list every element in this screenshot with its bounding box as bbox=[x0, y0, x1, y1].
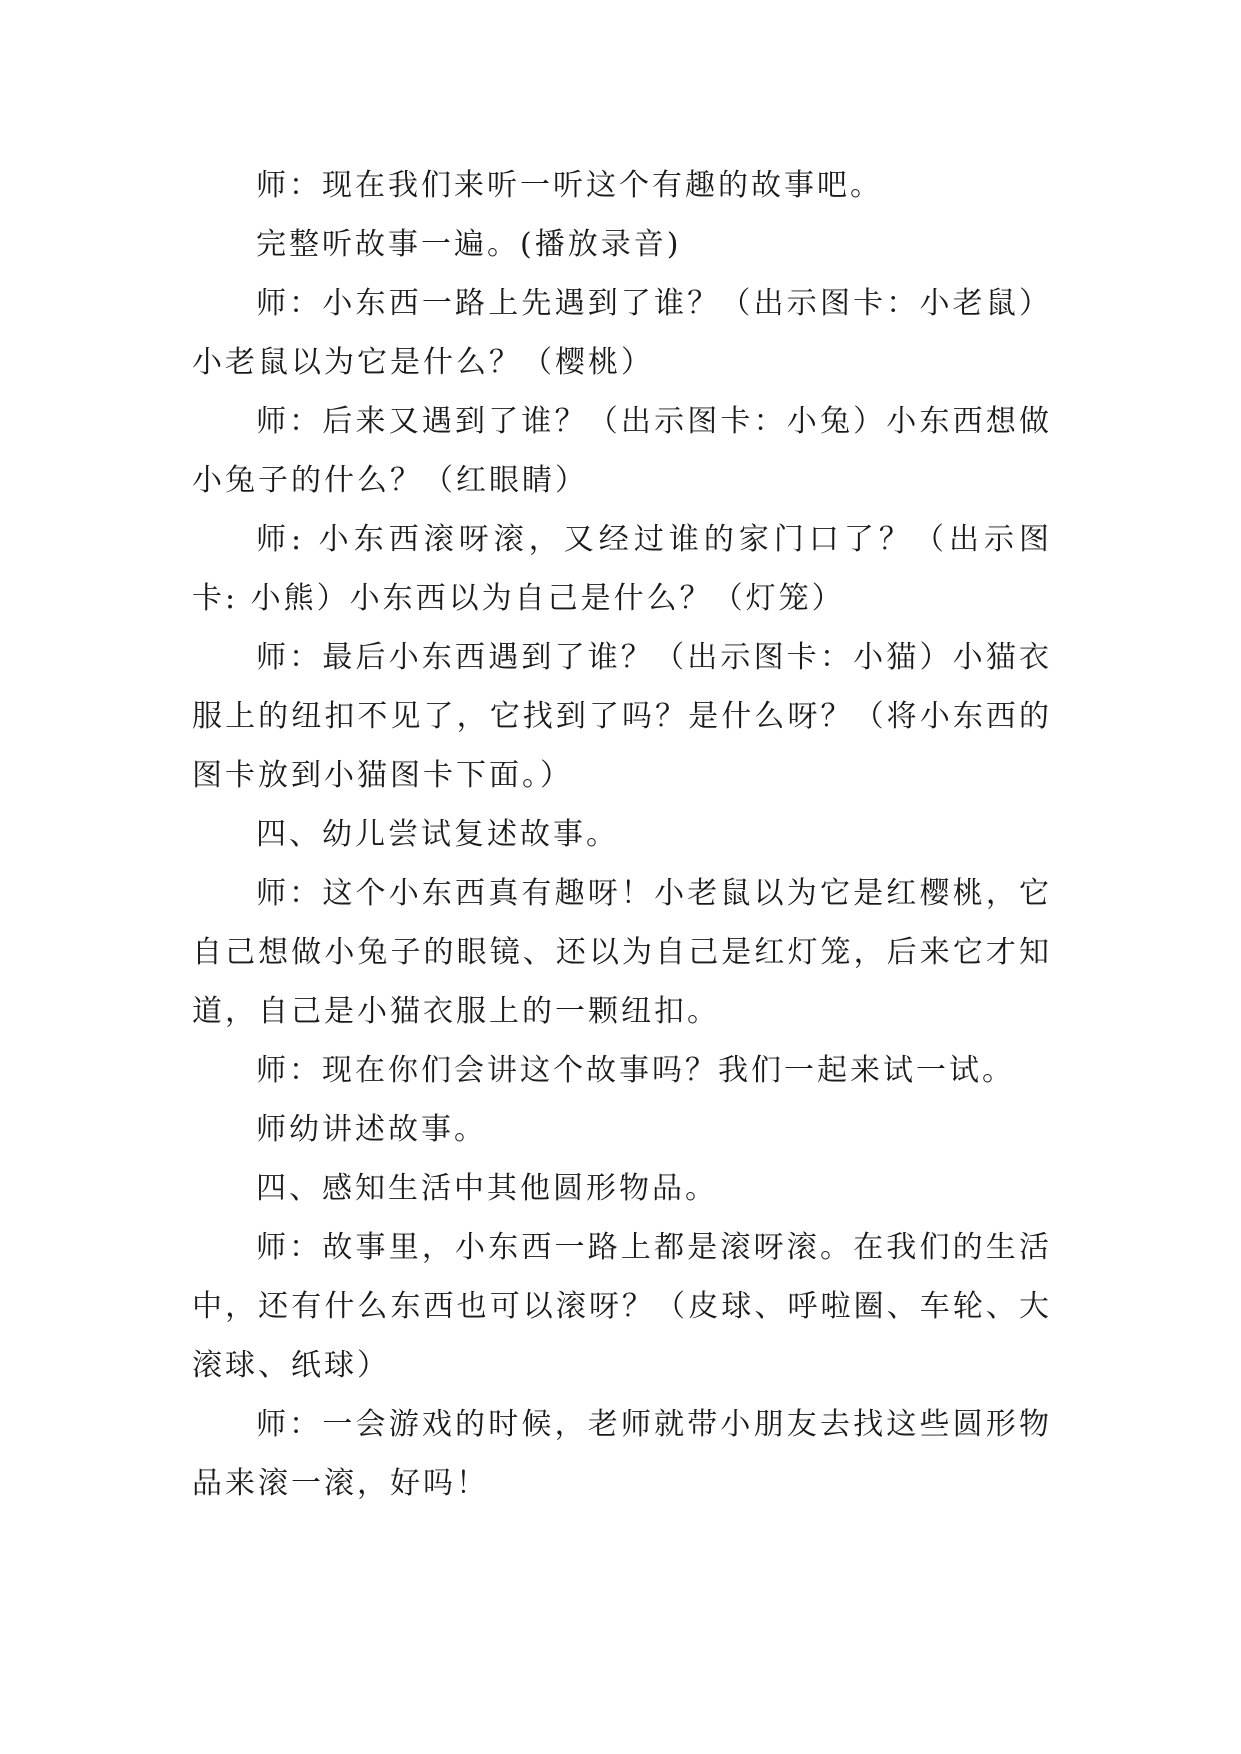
document-body bbox=[192, 156, 1052, 1513]
section-heading-retell: 四、幼儿尝试复述故事。 bbox=[256, 817, 619, 852]
paragraph-8: 师：这个小东西真有趣呀！小老鼠以为它是红樱桃，它自己想做小兔子的眼镜、还以为自己是红灯笼，后来它才知道，自己是小猫衣服上的一颗纽扣。 bbox=[192, 876, 1052, 1029]
paragraph-1: 师：现在我们来听一听这个有趣的故事吧。 bbox=[256, 168, 883, 203]
paragraph-12: 师：故事里，小东西一路上都是滚呀滚。在我们的生活中，还有什么东西也可以滚呀？（皮球、呼啦圈、车轮、大滚球、纸球） bbox=[192, 1230, 1052, 1383]
paragraph-10: 师幼讲述故事。 bbox=[256, 1112, 487, 1147]
paragraph-6: 师：最后小东西遇到了谁？（出示图卡：小猫）小猫衣服上的纽扣不见了，它找到了吗？是什么呀？（将小东西的图卡放到小猫图卡下面。） bbox=[192, 640, 1052, 793]
paragraph-4: 师：后来又遇到了谁？（出示图卡：小兔）小东西想做小兔子的什么？（红眼睛） bbox=[192, 404, 1052, 498]
section-heading-round-objects: 四、感知生活中其他圆形物品。 bbox=[256, 1171, 718, 1206]
paragraph-2: 完整听故事一遍。(播放录音) bbox=[256, 227, 682, 262]
paragraph-9: 师：现在你们会讲这个故事吗？我们一起来试一试。 bbox=[256, 1053, 1015, 1088]
paragraph-5: 师: 小东西滚呀滚，又经过谁的家门口了？（出示图卡: 小熊）小东西以为自己是什么？（灯笼） bbox=[192, 522, 1052, 616]
paragraph-3: 师：小东西一路上先遇到了谁？（出示图卡：小老鼠）小老鼠以为它是什么？（樱桃） bbox=[192, 286, 1052, 380]
paragraph-13: 师：一会游戏的时候，老师就带小朋友去找这些圆形物品来滚一滚，好吗！ bbox=[192, 1407, 1052, 1501]
